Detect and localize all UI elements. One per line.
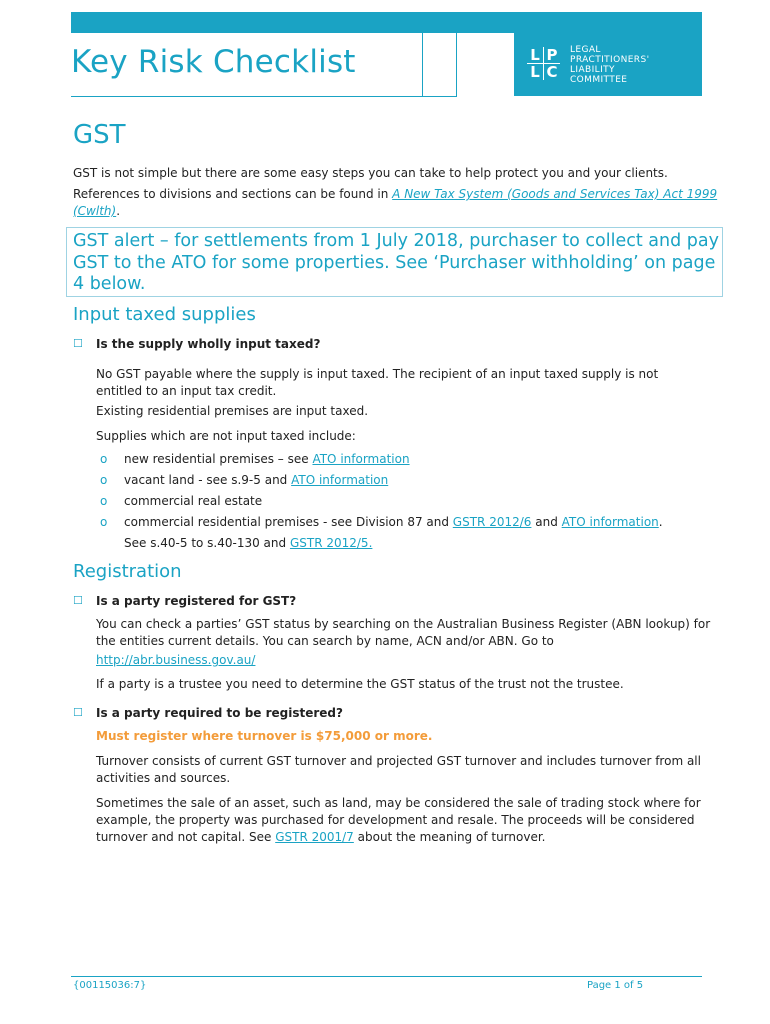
bullet-icon: o: [100, 452, 108, 466]
header-divider: [422, 33, 423, 97]
logo-line: LIABILITY: [570, 65, 615, 75]
checkbox-icon[interactable]: ☐: [73, 337, 83, 350]
turnover-text: Turnover consists of current GST turnover and projected GST turnover and includes turnover from all activities and sources.: [96, 754, 701, 785]
input-taxed-p3: Supplies which are not input taxed include:: [96, 429, 356, 443]
logo-letter: C: [546, 63, 558, 81]
list-item-text: and: [531, 515, 562, 529]
question-required-registration: Is a party required to be registered?: [96, 706, 343, 720]
see-sections-prefix: See s.40-5 to s.40-130 and: [124, 536, 290, 550]
logo-line: COMMITTEE: [570, 75, 628, 85]
logo-line: PRACTITIONERS': [570, 55, 650, 65]
references-suffix: .: [116, 204, 121, 218]
bullet-icon: o: [100, 515, 108, 529]
question-input-taxed: Is the supply wholly input taxed?: [96, 337, 321, 351]
sale-of-asset-text: [96, 795, 721, 846]
turnover-threshold: Must register where turnover is $75,000 or more.: [96, 729, 433, 743]
document-id: {00115036:7}: [73, 980, 147, 991]
ato-information-link[interactable]: ATO information: [312, 452, 410, 466]
ato-information-link[interactable]: ATO information: [561, 515, 659, 529]
list-item-text: .: [658, 515, 663, 529]
list-item-text: vacant land - see s.9-5 and: [124, 473, 292, 487]
logo-letter: P: [544, 47, 560, 64]
list-item: [124, 451, 410, 468]
registration-heading: Registration: [73, 561, 182, 582]
bullet-icon: o: [100, 473, 108, 487]
question-registered: Is a party registered for GST?: [96, 594, 297, 608]
header-rule: [71, 96, 456, 97]
references-prefix: References to divisions and sections can be found in: [73, 187, 393, 201]
checkbox-icon[interactable]: ☐: [73, 706, 83, 719]
logo-letter: L: [527, 47, 544, 64]
footer-rule: [71, 976, 702, 977]
abr-link[interactable]: http://abr.business.gov.au/: [96, 653, 256, 667]
list-item: commercial real estate: [124, 494, 263, 508]
references-text: [73, 186, 718, 220]
gstr-2012-5-link[interactable]: GSTR 2012/5.: [289, 536, 373, 550]
act-link[interactable]: A New Tax System (Goods and Services Tax) Act 1999 (Cwlth): [73, 187, 718, 218]
sale-of-asset-suffix: about the meaning of turnover.: [353, 830, 546, 844]
logo-text: [570, 45, 649, 85]
registration-p2: If a party is a trustee you need to determine the GST status of the trust not the trustee.: [96, 677, 624, 691]
logo-line: LEGAL: [570, 45, 601, 55]
see-sections-text: [124, 535, 372, 552]
ato-information-link[interactable]: ATO information: [291, 473, 389, 487]
intro-text: GST is not simple but there are some easy steps you can take to help protect you and your clients.: [73, 166, 668, 180]
logo-letter: L: [527, 64, 544, 80]
sale-of-asset-prefix: Sometimes the sale of an asset, such as land, may be considered the sale of trading stock where for example, the property was purchased for development and resale. The proceeds will be considered turnover and not capital. See: [96, 796, 701, 844]
bullet-icon: o: [100, 494, 108, 508]
gstr-2012-6-link[interactable]: GSTR 2012/6: [452, 515, 532, 529]
header-divider: [456, 12, 457, 97]
input-taxed-p1: No GST payable where the supply is input taxed. The recipient of an input taxed supply is not entitled to an input tax credit.: [96, 367, 659, 398]
document-title: Key Risk Checklist: [71, 44, 356, 80]
gstr-2001-7-link[interactable]: GSTR 2001/7: [275, 830, 354, 844]
lplc-logo: [527, 47, 560, 81]
header-bar: [71, 12, 702, 33]
abr-link-line: [96, 652, 255, 669]
input-taxed-heading: Input taxed supplies: [73, 304, 256, 325]
page-number: Page 1 of 5: [587, 980, 644, 991]
section-heading: GST: [73, 120, 126, 150]
input-taxed-p2: Existing residential premises are input taxed.: [96, 404, 369, 418]
list-item: [124, 472, 388, 489]
checkbox-icon[interactable]: ☐: [73, 594, 83, 607]
gst-alert: GST alert – for settlements from 1 July 2018, purchaser to collect and pay GST to the ATO for some properties. See ‘Purchaser withholding’ on page 4 below.: [73, 231, 719, 294]
registration-p1: You can check a parties’ GST status by searching on the Australian Business Register (ABN lookup) for the entities current details. You can search by name, ACN and/or ABN. Go to: [96, 617, 711, 648]
list-item-text: new residential premises – see: [124, 452, 313, 466]
list-item: [124, 514, 663, 531]
list-item-text: commercial residential premises - see Division 87 and: [124, 515, 453, 529]
